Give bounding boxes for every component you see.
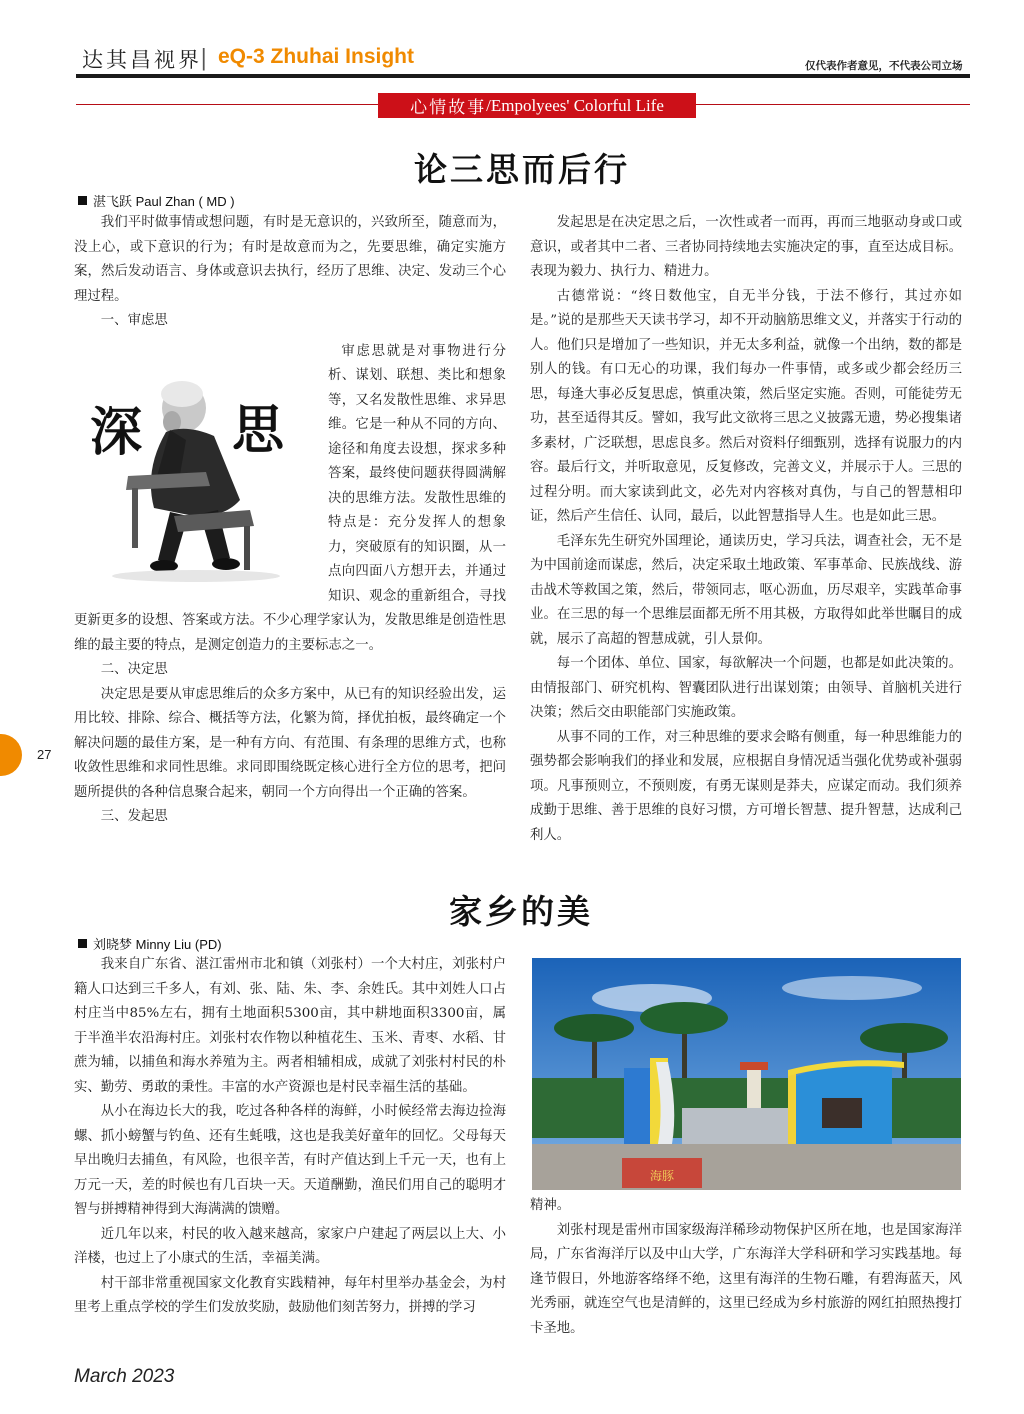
paragraph: 审虑思就是对事物进行分析、谋划、联想、类比和想象等，又名发散性思维、求异思维。它是一种从不同的方向、途径和角度去设想，探求多种答案，最终使问题获得圆满解决的思维方法。发散性思维的特点是：充分发挥人的想象力，突破原有的知识圈，从一点向四面八方想开去，并通过知识、观念的重新组合，寻找更新更多的设想、答案或方法。不少心理学家认为，发散思维是创造性思维的最主要的特点，是测定创造力的主要标志之一。 [74,343,506,653]
page-tab-marker [0,734,22,776]
subheading: 三、发起思 [100,809,168,824]
author-name: 湛飞跃 Paul Zhan ( MD ) [93,194,235,209]
section-band-cn: 心情故事 [410,98,487,117]
header-disclaimer: 仅代表作者意见，不代表公司立场 [805,60,963,72]
subheading: 二、决定思 [100,662,168,677]
paragraph: 刘张村现是雷州市国家级海洋稀珍动物保护区所在地，也是国家海洋局，广东省海洋厅以及中山大学，广东海洋大学科研和学习实践基地。每逢节假日，外地游客络绎不绝，这里有海洋的生物石雕，有碧海蓝天，风光秀丽，就连空气也是清鲜的，这里已经成为乡村旅游的网红拍照热搜打卡圣地。 [530,1222,962,1336]
square-bullet-icon [78,939,87,948]
paragraph: 村干部非常重视国家文化教育实践精神，每年村里举办基金会，为村里考上重点学校的学生们发放奖励，鼓励他们刻苦努力，拼搏的学习 [74,1275,506,1315]
article-title: 家乡的美 [449,892,593,931]
page-number: 27 [37,747,52,762]
paragraph: 精神。 [530,1198,571,1213]
section-band [378,93,696,118]
article-column-right [530,1194,962,1341]
article-column-left [74,953,506,1321]
header-rule [76,74,970,78]
statue-inscription: 海豚 [649,1169,675,1183]
paragraph: 古德常说：“终日数他宝，自无半分钱，于法不修行，其过亦如是。”说的是那些天天读书学习，却不开动脑筋思维文义，并落实于行动的人。他们只是增加了一些知识，并无太多利益，就像一个出纳，数的都是别人的钱。有口无心的功课，我们每办一件事情，或多或少都会经历三思，每逢大事必反复思虑，慎重决策，然后坚定实施。否则，可能徒劳无功，甚至适得其反。譬如，我写此文欲将三思之义披露无遗，势必搜集诸多素材，广泛联想，思虑良多。然后对资料仔细甄别，选择有说服力的内容。最后行文，并听取意见，反复修改，完善文义，并展示于人。三思的过程分明。而大家读到此文，必先对内容核对真伪，与自己的智慧相印证，然后产生信任、认同，最后，以此智慧指导人生。也是如此三思。 [530,288,962,524]
article-column-right [530,211,962,848]
calligraphy-char-2: 思 [232,399,285,461]
article-column-left [74,211,506,830]
paragraph: 发起思是在决定思之后，一次性或者一而再，再而三地驱动身或口或意识，或者其中二者、三者协同持续地去实施决定的事，直至达成目标。表现为毅力、执行力、精进力。 [530,215,962,279]
header-separator: | [200,46,208,71]
issue-date: March 2023 [74,1366,175,1387]
paragraph: 近几年以来，村民的收入越来越高，家家户户建起了两层以上大、小洋楼，也过上了小康式的生活，幸福美满。 [74,1226,506,1266]
subheading: 一、审虑思 [100,313,168,328]
thinker-illustration [74,340,320,590]
deep-thinking-figure [74,340,320,590]
section-band-en: /Empolyees' Colorful Life [486,95,664,115]
square-bullet-icon [78,196,87,205]
paragraph: 从小在海边长大的我，吃过各种各样的海鲜，小时候经常去海边捡海螺、抓小螃蟹与钓鱼、还有生蚝哦，这也是我美好童年的回忆。父母每天早出晚归去捕鱼，有风险，也很辛苦，有时产值达到上千元一天，也有上万元一天，差的时候也有几百块一天。天道酬勤，渔民们用自己的聪明才智与拼搏精神得到大海满满的馈赠。 [74,1104,506,1217]
paragraph: 决定思是要从审虑思维后的众多方案中，从已有的知识经验出发，运用比较、排除、综合、概括等方法，化繁为简，择优拍板，最终确定一个解决问题的最佳方案，是一种有方向、有范围、有条理的思维方式，也称收敛性思维和求同性思维。求同即围绕既定核心进行全方位的思考，把问题所提供的各种信息聚合起来，朝同一个方向得出一个正确的答案。 [74,686,506,800]
paragraph: 我来自广东省、湛江雷州市北和镇（刘张村）一个大村庄，刘张村户籍人口达到三千多人，有刘、张、陆、朱、李、余姓氏。其中刘姓人口占村庄当中85%左右，拥有土地面积5300亩，其中耕地面积3300亩，属于半渔半农沿海村庄。刘张村农作物以种植花生、玉米、青枣、水稻、甘蔗为辅，以捕鱼和海水养殖为主。两者相辅相成，成就了刘张村村民的朴实、勤劳、勇敢的秉性。丰富的水产资源也是村民幸福生活的基础。 [74,957,506,1095]
magazine-title-cn: 达其昌视界 [82,48,202,72]
paragraph: 毛泽东先生研究外国理论，通读历史，学习兵法，调查社会，无不是为中国前途而谋虑，然后，决定采取土地政策、军事革命、民族战线、游击战术等救国之策，然后，带领同志，呕心沥血，历尽艰辛，实践革命事业。在三思的每一个思维层面都无所不用其极，方取得如此举世瞩目的成就，展示了高超的智慧成就，引人景仰。 [530,533,962,647]
magazine-title-en: eQ-3 Zhuhai Insight [218,45,415,68]
paragraph: 我们平时做事情或想问题，有时是无意识的，兴致所至，随意而为，没上心，或下意识的行为；有时是故意而为之，先要思维，确定实施方案，然后发动语言、身体或意识去执行，经历了思维、决定、发动三个心理过程。 [74,215,506,304]
author-name: 刘晓梦 Minny Liu (PD) [93,937,222,952]
article-author [78,191,235,210]
village-gate-image [532,958,961,1190]
paragraph: 每一个团体、单位、国家，每欲解决一个问题，也都是如此决策的。由情报部门、研究机构、智囊团队进行出谋划策；由领导、首脑机关进行决策；然后交由职能部门实施政策。 [530,656,962,720]
article-author [78,934,222,953]
calligraphy-char-1: 深 [90,401,143,463]
article-title: 论三思而后行 [414,150,630,189]
paragraph: 从事不同的工作，对三种思维的要求会略有侧重，每一种思维能力的强势都会影响我们的择业和发展，应根据自身情况适当强化优势或补强弱项。凡事预则立，不预则废，有勇无谋则是莽夫，应谋定而动。我们须养成勤于思维、善于思维的良好习惯，方可增长智慧、提升智慧，达成利己利人。 [530,729,962,843]
village-photo [532,958,961,1190]
